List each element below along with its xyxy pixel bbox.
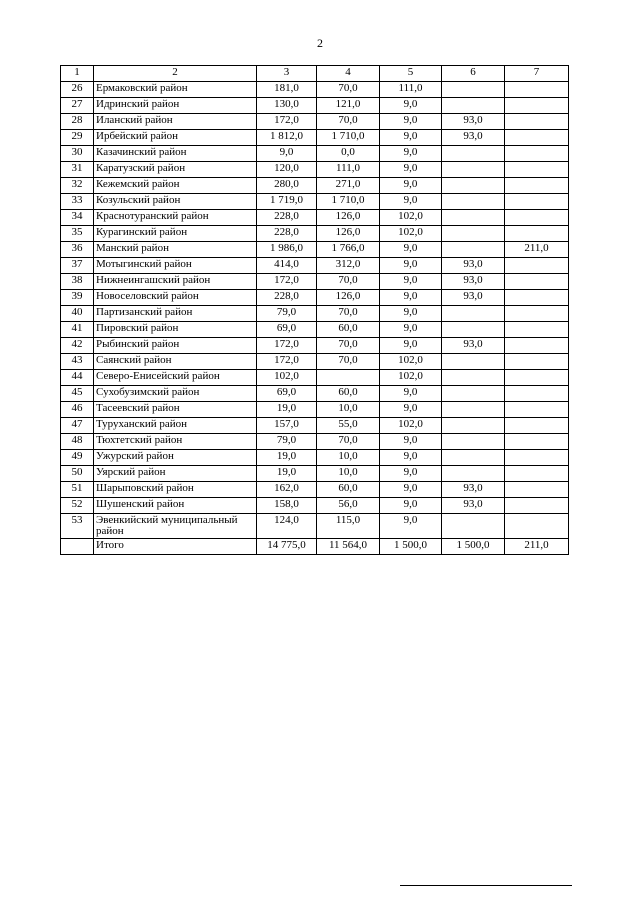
district-name-cell: Шарыповский район: [94, 482, 257, 498]
row-number-cell: 47: [61, 418, 94, 434]
row-number-cell: 42: [61, 338, 94, 354]
table-row: [61, 402, 569, 418]
value-cell: [505, 194, 569, 210]
table-row: [61, 482, 569, 498]
district-name-cell: Ирбейский район: [94, 130, 257, 146]
table-row: [61, 146, 569, 162]
value-cell: [505, 226, 569, 242]
district-name-cell: Мотыгинский район: [94, 258, 257, 274]
row-number-cell: 28: [61, 114, 94, 130]
value-cell: 1 710,0: [317, 130, 380, 146]
value-cell: 211,0: [505, 242, 569, 258]
value-cell: 130,0: [257, 98, 317, 114]
value-cell: 93,0: [442, 338, 505, 354]
district-name-cell: Шушенский район: [94, 498, 257, 514]
district-name-cell: Рыбинский район: [94, 338, 257, 354]
row-number-cell: 52: [61, 498, 94, 514]
value-cell: 102,0: [257, 370, 317, 386]
value-cell: 111,0: [380, 82, 442, 98]
value-cell: 1 986,0: [257, 242, 317, 258]
district-name-cell: Идринский район: [94, 98, 257, 114]
value-cell: 1 812,0: [257, 130, 317, 146]
value-cell: [505, 466, 569, 482]
column-header: 4: [317, 66, 380, 82]
value-cell: [505, 418, 569, 434]
value-cell: 70,0: [317, 434, 380, 450]
value-cell: 9,0: [380, 274, 442, 290]
value-cell: 0,0: [317, 146, 380, 162]
row-number-cell: 49: [61, 450, 94, 466]
value-cell: 228,0: [257, 290, 317, 306]
value-cell: [505, 130, 569, 146]
value-cell: 9,0: [380, 498, 442, 514]
value-cell: 172,0: [257, 338, 317, 354]
value-cell: [505, 450, 569, 466]
value-cell: 126,0: [317, 226, 380, 242]
value-cell: 69,0: [257, 322, 317, 338]
value-cell: 312,0: [317, 258, 380, 274]
table-row: [61, 114, 569, 130]
value-cell: 120,0: [257, 162, 317, 178]
row-number-cell: 27: [61, 98, 94, 114]
table-row: [61, 434, 569, 450]
value-cell: [442, 162, 505, 178]
value-cell: [442, 226, 505, 242]
value-cell: [442, 418, 505, 434]
value-cell: 126,0: [317, 290, 380, 306]
value-cell: [442, 450, 505, 466]
district-name-cell: Уярский район: [94, 466, 257, 482]
value-cell: 93,0: [442, 114, 505, 130]
value-cell: 70,0: [317, 82, 380, 98]
district-name-cell: Сухобузимский район: [94, 386, 257, 402]
value-cell: [442, 98, 505, 114]
value-cell: 9,0: [380, 114, 442, 130]
row-number-cell: 37: [61, 258, 94, 274]
value-cell: [505, 434, 569, 450]
table-row: [61, 306, 569, 322]
value-cell: 126,0: [317, 210, 380, 226]
value-cell: 228,0: [257, 210, 317, 226]
value-cell: 70,0: [317, 306, 380, 322]
value-cell: 271,0: [317, 178, 380, 194]
district-name-cell: Манский район: [94, 242, 257, 258]
table-header-row: [61, 66, 569, 82]
row-number-cell: 34: [61, 210, 94, 226]
value-cell: 9,0: [380, 130, 442, 146]
table-row: [61, 386, 569, 402]
value-cell: 9,0: [380, 482, 442, 498]
district-name-cell: Каратузский район: [94, 162, 257, 178]
value-cell: 1 500,0: [380, 539, 442, 555]
value-cell: 9,0: [380, 194, 442, 210]
value-cell: 1 710,0: [317, 194, 380, 210]
value-cell: 181,0: [257, 82, 317, 98]
value-cell: [505, 98, 569, 114]
value-cell: [505, 258, 569, 274]
value-cell: 70,0: [317, 354, 380, 370]
value-cell: [442, 306, 505, 322]
value-cell: [505, 162, 569, 178]
district-name-cell: Ермаковский район: [94, 82, 257, 98]
table-row: [61, 178, 569, 194]
column-header: 3: [257, 66, 317, 82]
value-cell: 9,0: [380, 402, 442, 418]
value-cell: 9,0: [380, 306, 442, 322]
value-cell: 93,0: [442, 274, 505, 290]
row-number-cell: 26: [61, 82, 94, 98]
district-name-cell: Пировский район: [94, 322, 257, 338]
value-cell: 158,0: [257, 498, 317, 514]
value-cell: 9,0: [380, 162, 442, 178]
value-cell: 1 500,0: [442, 539, 505, 555]
district-name-cell: Новоселовский район: [94, 290, 257, 306]
value-cell: 228,0: [257, 226, 317, 242]
value-cell: 9,0: [380, 242, 442, 258]
value-cell: 9,0: [380, 466, 442, 482]
row-number-cell: 29: [61, 130, 94, 146]
value-cell: 102,0: [380, 418, 442, 434]
table-row: [61, 290, 569, 306]
value-cell: 10,0: [317, 402, 380, 418]
column-header: 7: [505, 66, 569, 82]
row-number-cell: 45: [61, 386, 94, 402]
district-name-cell: Кежемский район: [94, 178, 257, 194]
value-cell: 1 766,0: [317, 242, 380, 258]
table-row: [61, 354, 569, 370]
value-cell: [505, 82, 569, 98]
value-cell: 93,0: [442, 130, 505, 146]
table-row: [61, 498, 569, 514]
value-cell: 79,0: [257, 306, 317, 322]
value-cell: 211,0: [505, 539, 569, 555]
value-cell: 14 775,0: [257, 539, 317, 555]
value-cell: [442, 82, 505, 98]
column-header: 1: [61, 66, 94, 82]
row-number-cell: [61, 539, 94, 555]
district-name-cell: Тасеевский район: [94, 402, 257, 418]
value-cell: [505, 370, 569, 386]
value-cell: [505, 354, 569, 370]
value-cell: 9,0: [380, 386, 442, 402]
value-cell: [442, 210, 505, 226]
value-cell: 70,0: [317, 274, 380, 290]
district-name-cell: Туруханский район: [94, 418, 257, 434]
value-cell: [505, 386, 569, 402]
column-header: 2: [94, 66, 257, 82]
value-cell: 93,0: [442, 482, 505, 498]
district-name-cell: Тюхтетский район: [94, 434, 257, 450]
value-cell: [505, 514, 569, 539]
row-number-cell: 41: [61, 322, 94, 338]
district-name-cell: Ужурский район: [94, 450, 257, 466]
district-name-cell: Итого: [94, 539, 257, 555]
row-number-cell: 43: [61, 354, 94, 370]
value-cell: 280,0: [257, 178, 317, 194]
value-cell: 172,0: [257, 354, 317, 370]
value-cell: 414,0: [257, 258, 317, 274]
value-cell: [505, 146, 569, 162]
value-cell: 9,0: [380, 434, 442, 450]
page-number: 2: [317, 36, 323, 50]
value-cell: 60,0: [317, 482, 380, 498]
value-cell: 70,0: [317, 338, 380, 354]
value-cell: [505, 402, 569, 418]
table-row: [61, 82, 569, 98]
table-row: [61, 418, 569, 434]
row-number-cell: 38: [61, 274, 94, 290]
value-cell: [442, 434, 505, 450]
value-cell: 9,0: [380, 290, 442, 306]
value-cell: 93,0: [442, 498, 505, 514]
row-number-cell: 33: [61, 194, 94, 210]
row-number-cell: 50: [61, 466, 94, 482]
column-header: 5: [380, 66, 442, 82]
table-row: [61, 514, 569, 539]
row-number-cell: 48: [61, 434, 94, 450]
value-cell: 70,0: [317, 114, 380, 130]
row-number-cell: 30: [61, 146, 94, 162]
row-number-cell: 51: [61, 482, 94, 498]
table-row: [61, 242, 569, 258]
bottom-divider-line: [400, 885, 572, 886]
value-cell: 60,0: [317, 386, 380, 402]
district-name-cell: Саянский район: [94, 354, 257, 370]
value-cell: 93,0: [442, 290, 505, 306]
district-name-cell: Иланский район: [94, 114, 257, 130]
row-number-cell: 31: [61, 162, 94, 178]
value-cell: 9,0: [380, 338, 442, 354]
table-row: [61, 450, 569, 466]
value-cell: [505, 498, 569, 514]
table-row: [61, 322, 569, 338]
row-number-cell: 39: [61, 290, 94, 306]
table-row: [61, 338, 569, 354]
table-row: [61, 194, 569, 210]
value-cell: 9,0: [380, 146, 442, 162]
value-cell: [505, 322, 569, 338]
value-cell: 1 719,0: [257, 194, 317, 210]
total-row: [61, 539, 569, 555]
value-cell: 93,0: [442, 258, 505, 274]
value-cell: 162,0: [257, 482, 317, 498]
table-row: [61, 98, 569, 114]
table-row: [61, 130, 569, 146]
value-cell: 115,0: [317, 514, 380, 539]
value-cell: [505, 210, 569, 226]
value-cell: 121,0: [317, 98, 380, 114]
value-cell: [505, 178, 569, 194]
value-cell: 55,0: [317, 418, 380, 434]
value-cell: 9,0: [380, 322, 442, 338]
table-row: [61, 162, 569, 178]
value-cell: [442, 354, 505, 370]
value-cell: [442, 178, 505, 194]
value-cell: 102,0: [380, 210, 442, 226]
row-number-cell: 35: [61, 226, 94, 242]
value-cell: 102,0: [380, 226, 442, 242]
district-name-cell: Партизанский район: [94, 306, 257, 322]
table-body: [61, 82, 569, 555]
value-cell: 56,0: [317, 498, 380, 514]
district-name-cell: Козульский район: [94, 194, 257, 210]
table-row: [61, 370, 569, 386]
value-cell: 102,0: [380, 354, 442, 370]
value-cell: 19,0: [257, 450, 317, 466]
value-cell: 9,0: [380, 178, 442, 194]
district-name-cell: Краснотуранский район: [94, 210, 257, 226]
value-cell: [442, 514, 505, 539]
value-cell: [317, 370, 380, 386]
value-cell: 9,0: [380, 258, 442, 274]
table-row: [61, 466, 569, 482]
district-name-cell: Нижнеингашский район: [94, 274, 257, 290]
value-cell: 19,0: [257, 402, 317, 418]
table-row: [61, 210, 569, 226]
column-header: 6: [442, 66, 505, 82]
district-name-cell: Курагинский район: [94, 226, 257, 242]
value-cell: [442, 242, 505, 258]
value-cell: 172,0: [257, 274, 317, 290]
table-row: [61, 258, 569, 274]
value-cell: [505, 482, 569, 498]
value-cell: [442, 402, 505, 418]
value-cell: [505, 274, 569, 290]
data-table: [60, 65, 569, 555]
value-cell: [505, 306, 569, 322]
value-cell: 157,0: [257, 418, 317, 434]
value-cell: 10,0: [317, 466, 380, 482]
value-cell: 69,0: [257, 386, 317, 402]
value-cell: 60,0: [317, 322, 380, 338]
table-row: [61, 274, 569, 290]
value-cell: 9,0: [380, 98, 442, 114]
row-number-cell: 40: [61, 306, 94, 322]
district-name-cell: Эвенкийский муниципальный район: [94, 514, 257, 539]
value-cell: [442, 322, 505, 338]
value-cell: [505, 338, 569, 354]
table-row: [61, 226, 569, 242]
value-cell: [442, 370, 505, 386]
value-cell: 9,0: [257, 146, 317, 162]
value-cell: [505, 290, 569, 306]
district-name-cell: Казачинский район: [94, 146, 257, 162]
row-number-cell: 46: [61, 402, 94, 418]
value-cell: [442, 386, 505, 402]
value-cell: [442, 194, 505, 210]
value-cell: 102,0: [380, 370, 442, 386]
row-number-cell: 32: [61, 178, 94, 194]
value-cell: 172,0: [257, 114, 317, 130]
value-cell: 11 564,0: [317, 539, 380, 555]
row-number-cell: 36: [61, 242, 94, 258]
value-cell: [505, 114, 569, 130]
value-cell: 9,0: [380, 450, 442, 466]
value-cell: [442, 466, 505, 482]
value-cell: 111,0: [317, 162, 380, 178]
row-number-cell: 44: [61, 370, 94, 386]
value-cell: [442, 146, 505, 162]
district-name-cell: Северо-Енисейский район: [94, 370, 257, 386]
value-cell: 124,0: [257, 514, 317, 539]
value-cell: 9,0: [380, 514, 442, 539]
row-number-cell: 53: [61, 514, 94, 539]
value-cell: 19,0: [257, 466, 317, 482]
value-cell: 10,0: [317, 450, 380, 466]
value-cell: 79,0: [257, 434, 317, 450]
